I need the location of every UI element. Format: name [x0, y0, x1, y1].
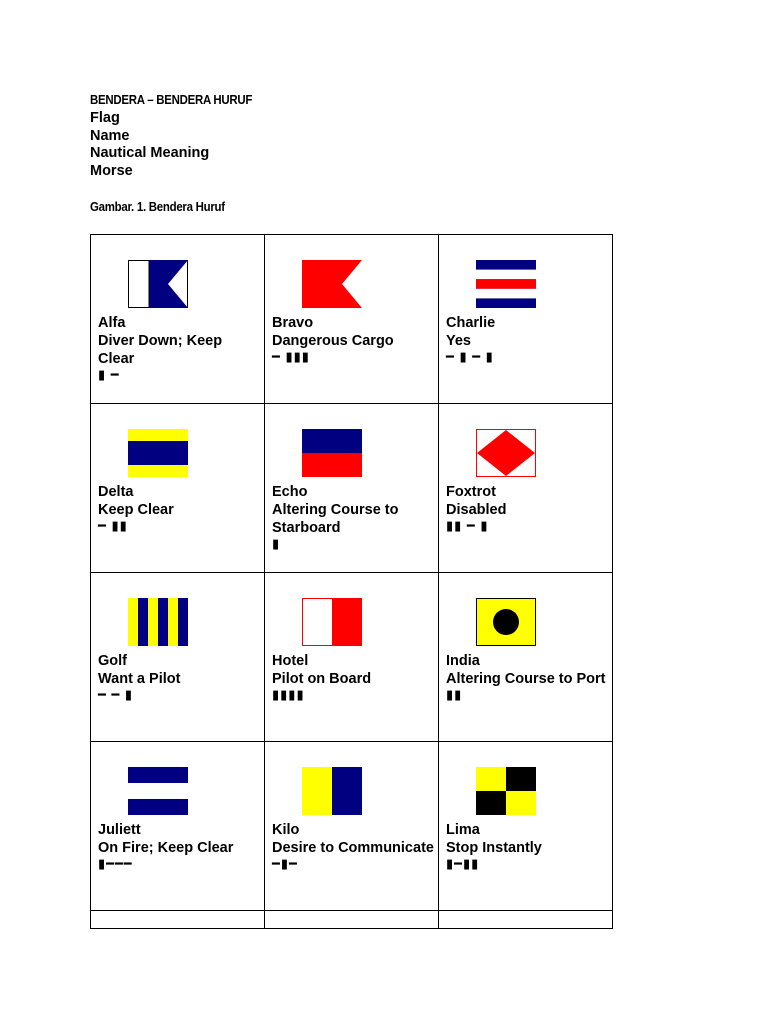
legend-meaning: Nautical Meaning [90, 145, 210, 162]
flag-cell [91, 404, 265, 573]
flag-name: Foxtrot [446, 484, 496, 500]
flag-alfa-icon [128, 260, 188, 308]
flag-juliett-icon [128, 767, 188, 815]
flag-meaning: Keep Clear [98, 502, 174, 518]
flag-name: Lima [446, 822, 480, 838]
flag-hotel-icon [302, 598, 362, 646]
flag-name: India [446, 653, 480, 669]
flag-name: Kilo [272, 822, 300, 838]
flag-lima-icon [476, 767, 536, 815]
flag-cell [439, 404, 613, 573]
flag-name: Charlie [446, 315, 496, 331]
flag-cell [439, 235, 613, 404]
legend-flag: Flag [90, 110, 120, 126]
flag-meaning: Dangerous Cargo [272, 333, 394, 349]
flag-foxtrot-icon [476, 429, 536, 477]
morse-code: ━ ▮▮ [98, 518, 128, 533]
flag-name: Golf [98, 653, 127, 669]
flag-name: Juliett [98, 822, 141, 838]
page-title: BENDERA – BENDERA HURUF [90, 92, 253, 107]
flag-echo-icon [302, 429, 362, 477]
flag-table [90, 234, 613, 929]
morse-code: ━ ▮ ━ ▮ [446, 349, 494, 364]
flag-cell [265, 742, 439, 911]
empty-cell [439, 911, 613, 929]
flag-meaning: Disabled [446, 502, 507, 518]
flag-cell [265, 404, 439, 573]
morse-code: ━ ━ ▮ [98, 687, 134, 702]
empty-cell [91, 911, 265, 929]
morse-code: ▮▮ [446, 687, 463, 702]
flag-india-icon [476, 598, 536, 646]
table-row [91, 235, 613, 404]
flag-cell [439, 573, 613, 742]
flag-kilo-icon [302, 767, 362, 815]
empty-cell [265, 911, 439, 929]
table-row [91, 742, 613, 911]
legend-name: Name [90, 127, 130, 144]
flag-cell [439, 742, 613, 911]
morse-code: ▮━▮▮ [446, 856, 480, 871]
flag-meaning: Desire to Communicate [272, 840, 434, 856]
table-row-empty [91, 911, 613, 929]
flag-meaning: Diver Down; Keep Clear [98, 333, 223, 367]
flag-delta-icon [128, 429, 188, 477]
table-row [91, 404, 613, 573]
table-row [91, 573, 613, 742]
flag-cell [91, 742, 265, 911]
flag-golf-icon [128, 598, 188, 646]
morse-code: ▮ ━ [98, 367, 120, 382]
legend [90, 110, 209, 181]
morse-code: ━▮━ [272, 856, 298, 871]
flag-meaning: Altering Course to Port [446, 671, 606, 687]
flag-name: Hotel [272, 653, 309, 669]
morse-code: ▮ [272, 536, 281, 551]
legend-morse: Morse [90, 163, 133, 180]
flag-cell [265, 235, 439, 404]
flag-meaning: On Fire; Keep Clear [98, 840, 234, 856]
flag-name: Alfa [98, 315, 126, 331]
morse-code: ▮━━━ [98, 856, 133, 871]
flag-cell [91, 235, 265, 404]
flag-name: Delta [98, 484, 134, 500]
flag-meaning: Altering Course to Starboard [272, 502, 399, 536]
morse-code: ▮▮ ━ ▮ [446, 518, 489, 533]
flag-name: Echo [272, 484, 308, 500]
flag-name: Bravo [272, 315, 314, 331]
flag-charlie-icon [476, 260, 536, 308]
morse-code: ▮▮▮▮ [272, 687, 305, 702]
flag-meaning: Yes [446, 333, 471, 349]
flag-bravo-icon [302, 260, 362, 308]
morse-code: ━ ▮▮▮ [272, 349, 310, 364]
flag-cell [265, 573, 439, 742]
flag-meaning: Stop Instantly [446, 840, 542, 856]
flag-meaning: Pilot on Board [272, 671, 372, 687]
figure-caption: Gambar. 1. Bendera Huruf [90, 199, 225, 214]
flag-meaning: Want a Pilot [98, 671, 181, 687]
flag-cell [91, 573, 265, 742]
